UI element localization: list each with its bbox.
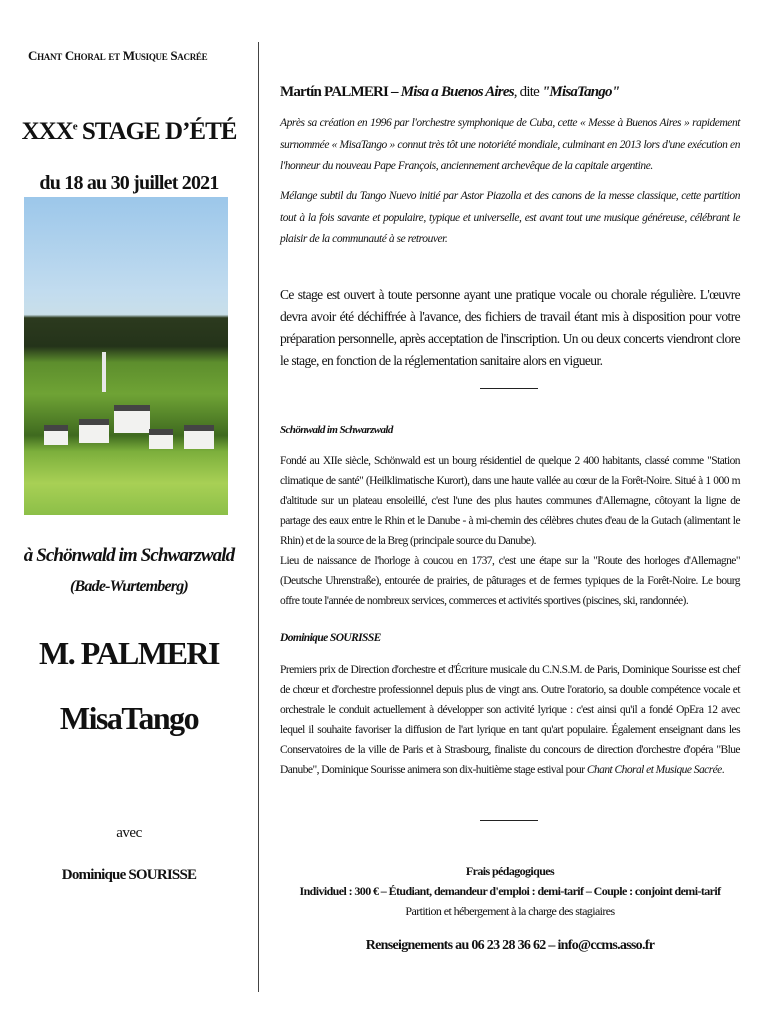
stage-number: XXX (21, 118, 73, 145)
dite: , dite (513, 84, 542, 100)
place-paragraph-2: Lieu de naissance de l'horloge à coucou en 1737, c'est une étape sur la "Route des horloges d'Allemagne" (Deutsche Uhrenstraße), entourée de prairies, de pâturages et de fermes typiques de la Forêt-Noire. Le bourg offre toute l'année de nombreux services, commerces et activités sportives (piscines, ski, randonnée). (280, 555, 740, 607)
work-heading (280, 84, 619, 101)
place-paragraph-1: Fondé au XIIe siècle, Schönwald est un bourg résidentiel de quelque 2 400 habitants, classé comme "Station climatique de santé" (Heilklimatische Kurort), dans une haute vallée au cœur de la Forêt-Noire. Situé à 1 000 m d'altitude sur un plateau ensoleillé, c'est l'une des plus hautes communes d'Allemagne, côtoyant la ligne de partage des eaux entre le Rhin et le Danube - à mi-chemin des célèbres chutes d'eau de la Gutach (alimentant le Rhin) et de la source de la Breg (principale source du Danube). (280, 455, 740, 547)
bio-paragraph: Premiers prix de Direction d'orchestre et d'Écriture musicale du C.N.S.M. de Paris, Dominique Sourisse est chef de chœur et d'orchestre professionnel depuis plus de vingt ans. Outre l'oratorio, sa double compétence vocale et orchestrale le conduit actuellement à développer son activité lyrique : c'est ainsi qu'il a fondé OpEra 12 avec lequel il souhaite favoriser la diffusion de l'art lyrique en tant qu'art populaire. Également enseignant dans les Conservatoires de la ville de Paris et à Strasbourg, finaliste du concours de direction d'orchestre d'opéra "Blue Danube", Dominique Sourisse animera son dix-huitième stage estival pour Chant Choral et Musique Sacrée. (280, 664, 740, 776)
village-photo (24, 197, 228, 515)
with-name: Dominique SOURISSE (61, 867, 197, 883)
fees-line: Individuel : 300 € – Étudiant, demandeur d'emploi : demi-tarif – Couple : conjoint demi-tarif (299, 884, 721, 898)
with-label: avec (116, 825, 142, 841)
separator (480, 820, 538, 821)
region: (Bade-Wurtemberg) (70, 578, 188, 595)
conductor-name: M. PALMERI (39, 635, 219, 671)
nickname: "MisaTango" (541, 84, 620, 100)
intro-paragraph-1: Après sa création en 1996 par l'orchestre symphonique de Cuba, cette « Messe à Buenos Aires » rapidement surnommée « MisaTango » connut très tôt une notoriété mondiale, culminant en 2013 lors d'une exécution en l'honneur du nouveau Pape François, anciennement archevêque de la capitale argentine. (280, 117, 740, 172)
work-title: MisaTango (59, 700, 199, 736)
stage-dates: du 18 au 30 juillet 2021 (39, 172, 219, 194)
organization-name: Chant Choral et Musique Sacrée (28, 48, 208, 63)
stage-title-text: STAGE D’ÉTÉ (76, 118, 237, 145)
separator (480, 388, 538, 389)
stage-paragraph: Ce stage est ouvert à toute personne ayant une pratique vocale ou chorale régulière. L'œuvre devra avoir été déchiffrée à l'avance, des fichiers de travail étant mis à disposition pour votre préparation personnelle, après acceptation de l'inscription. Un ou deux concerts viendront clore le stage, en fonction de la réglementation sanitaire alors en vigueur. (280, 287, 740, 368)
work-name: Misa a Buenos Aires (400, 84, 514, 100)
bio-heading: Dominique SOURISSE (280, 632, 381, 644)
composer: Martín PALMERI – (280, 84, 401, 100)
left-column (0, 0, 258, 1024)
bio-text: Premiers prix de Direction d'orchestre et d'Écriture musicale du C.N.S.M. de Paris, Dominique Sourisse est chef de chœur et d'orchestre professionnel depuis plus de vingt ans. Outre l'oratorio, sa double compétence vocale et orchestrale le conduit actuellement à développer son activité lyrique : c'est ainsi qu'il a fondé OpEra 12 avec lequel il souhaite favoriser la diffusion de l'art lyrique en tant qu'art populaire. Également enseignant dans les Conservatoires de la ville de Paris et à Strasbourg, finaliste du concours de direction d'orchestre d'opéra "Blue Danube", Dominique Sourisse animera son dix-huitième stage estival pour (280, 664, 740, 776)
house (114, 405, 150, 433)
church-tower (102, 352, 106, 392)
fees-section (280, 861, 740, 921)
stage-title (0, 118, 258, 146)
house (44, 425, 68, 445)
fees-title: Frais pédagogiques (465, 864, 555, 878)
column-divider (258, 42, 259, 992)
stage-ordinal: e (72, 120, 77, 133)
house (149, 429, 173, 449)
location: à Schönwald im Schwarzwald (23, 545, 235, 566)
place-heading: Schönwald im Schwarzwald (280, 424, 393, 436)
contact-info: Renseignements au 06 23 28 36 62 – info@ccms.asso.fr (365, 938, 655, 953)
house (79, 419, 109, 443)
house (184, 425, 214, 449)
bio-org: Chant Choral et Musique Sacrée (586, 764, 722, 776)
fees-note: Partition et hébergement à la charge des stagiaires (405, 904, 615, 918)
place-section (280, 451, 740, 611)
intro-paragraph-2: Mélange subtil du Tango Nuevo initié par Astor Piazolla et des canons de la messe classique, cette partition tout à la fois savante et populaire, typique et universelle, est avant tout une musique généreuse, célébrant le plaisir de la communauté à se retrouver. (280, 190, 740, 245)
